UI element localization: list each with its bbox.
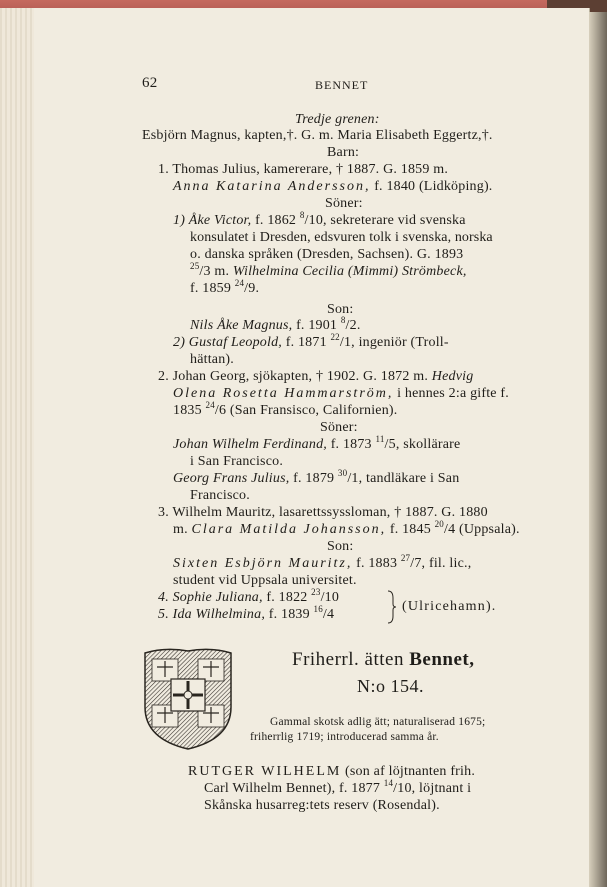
sixten-line: Sixten Esbjörn Mauritz, f. 1883 $^{27}$/7, fil. lic., xyxy=(173,553,472,571)
sixten-line-2: student vid Uppsala universitet. xyxy=(173,573,357,588)
son-heading-1: Son: xyxy=(327,302,354,317)
coat-of-arms-icon xyxy=(143,647,233,751)
ida-line: 5. Ida Wilhelmina, f. 1839 $^{16}$/4 xyxy=(158,604,335,622)
branch-heading: Tredje grenen: xyxy=(295,112,380,127)
thomas-line: 1. Thomas Julius, kamererare, † 1887. G. 1859 m. xyxy=(158,162,449,177)
rutger-line-1: RUTGER WILHELM (son af löjtnanten frih. xyxy=(188,764,476,779)
ake-line-2: konsulatet i Dresden, edsvuren tolk i svenska, norska xyxy=(190,230,493,245)
nils-line: Nils Åke Magnus, f. 1901 $^8$/2. xyxy=(190,315,361,333)
soner-heading-2: Söner: xyxy=(320,420,358,435)
family-number: N:o 154. xyxy=(357,676,424,696)
johan-son-2: Georg Frans Julius, f. 1879 $^{30}$/1, tandläkare i San xyxy=(173,468,460,486)
page-number: 62 xyxy=(142,75,158,91)
esbjorn-line: Esbjörn Magnus, kapten,†. G. m. Maria Elisabeth Eggertz,†. xyxy=(142,128,493,143)
soner-heading-1: Söner: xyxy=(325,196,363,211)
wilhelm-wife-line: m. Clara Matilda Johansson, f. 1845 $^{20}$/4 (Uppsala). xyxy=(173,519,520,537)
rutger-line-3: Skånska husarreg:tets reserv (Rosendal). xyxy=(204,798,440,813)
thomas-wife-line: Anna Katarina Andersson, f. 1840 (Lidköping). xyxy=(173,179,493,194)
ake-line-4: $^{25}$/3 m. Wilhelmina Cecilia (Mimmi) Strömbeck, xyxy=(190,261,467,279)
running-head: BENNET xyxy=(315,78,369,92)
family-note-2: friherrlig 1719; introducerad samma år. xyxy=(250,731,439,743)
johan-wife-line-2: 1835 $^{24}$/6 (San Fransisco, Californien). xyxy=(173,400,398,418)
johan-son-1-line-2: i San Francisco. xyxy=(190,454,284,469)
ake-line-5: f. 1859 $^{24}$/9. xyxy=(190,278,260,296)
page-edges xyxy=(0,8,34,887)
sophie-line: 4. Sophie Juliana, f. 1822 $^{23}$/10 xyxy=(158,587,340,605)
brace xyxy=(387,590,397,624)
gustaf-line: 2) Gustaf Leopold, f. 1871 $^{22}$/1, ingeniör (Troll- xyxy=(173,332,449,350)
son-heading-2: Son: xyxy=(327,539,354,554)
sisters-place: (Ulricehamn). xyxy=(402,599,497,614)
johan-son-2-line-2: Francisco. xyxy=(190,488,250,503)
johan-son-1: Johan Wilhelm Ferdinand, f. 1873 $^{11}$/5, skollärare xyxy=(173,434,461,452)
gustaf-line-2: hättan). xyxy=(190,352,234,367)
ake-line-3: o. danska språken (Dresden, Sachsen). G. 1893 xyxy=(190,247,464,262)
johan-wife-line: Olena Rosetta Hammarström, i hennes 2:a gifte f. xyxy=(173,386,509,401)
wilhelm-line: 3. Wilhelm Mauritz, lasarettssyssloman, † 1887. G. 1880 xyxy=(158,505,488,520)
ake-line-1: 1) Åke Victor, f. 1862 $^8$/10, sekreterare vid svenska xyxy=(173,210,466,228)
barn-heading: Barn: xyxy=(327,145,360,160)
rutger-line-2: Carl Wilhelm Bennet), f. 1877 $^{14}$/10, löjtnant i xyxy=(204,778,472,796)
family-title: Friherrl. ätten Bennet, xyxy=(292,649,475,670)
johan-line: 2. Johan Georg, sjökapten, † 1902. G. 1872 m. Hedvig xyxy=(158,369,474,384)
family-note-1: Gammal skotsk adlig ätt; naturaliserad 1675; xyxy=(270,716,486,728)
book-spine xyxy=(589,12,607,887)
